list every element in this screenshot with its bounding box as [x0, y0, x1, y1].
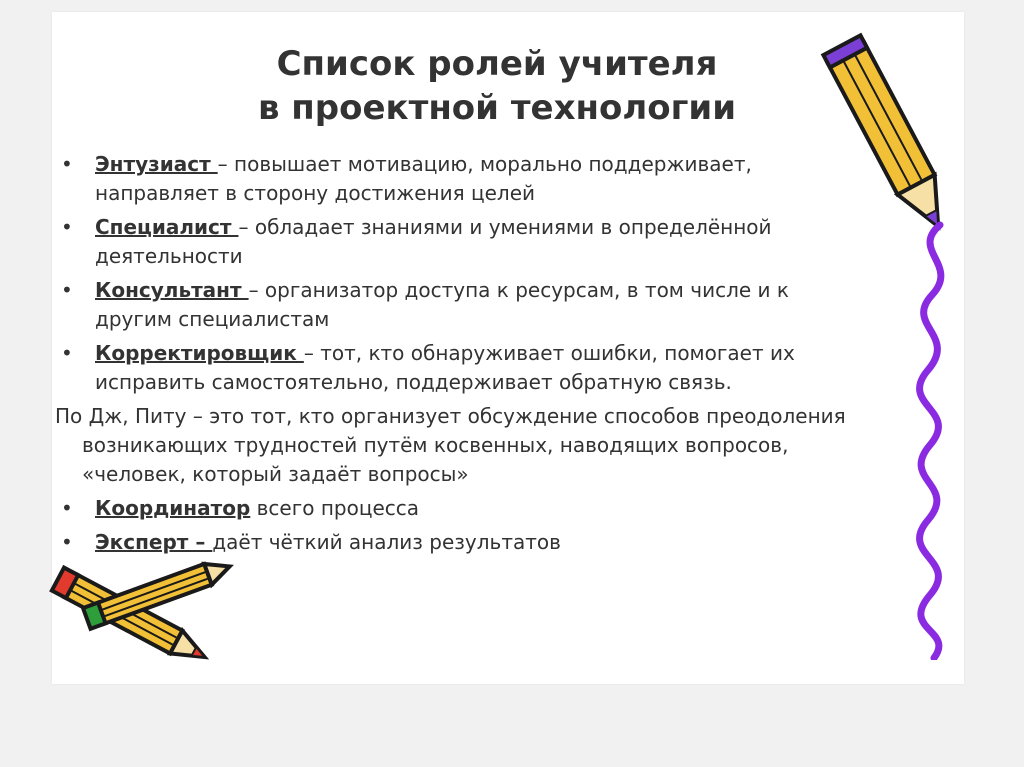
role-term: Корректировщик	[95, 341, 304, 365]
bullet: •	[61, 152, 73, 176]
bullet: •	[61, 278, 73, 302]
role-description: – организатор доступа к ресурсам, в том числе и к другим специалистам	[95, 278, 789, 331]
bullet: •	[61, 496, 73, 520]
bullet: •	[61, 215, 73, 239]
role-term: Эксперт –	[95, 530, 213, 554]
role-term: Специалист	[95, 215, 239, 239]
bullet: •	[61, 530, 73, 554]
paragraph-quote: По Дж, Питу – это тот, кто организует обсуждение способов преодоления возникающих трудностей путём косвенных, наводящих вопросов, «человек, который задаёт вопросы»	[55, 404, 846, 486]
role-description: – обладает знаниями и умениями в определённой деятельности	[95, 215, 772, 268]
list-item	[55, 213, 855, 271]
pencil-icon	[820, 24, 960, 244]
list-item	[55, 276, 855, 334]
bullet: •	[61, 341, 73, 365]
role-list	[55, 150, 855, 562]
role-description: – тот, кто обнаруживает ошибки, помогает их исправить самостоятельно, поддерживает обратную связь.	[95, 341, 795, 394]
slide-title	[52, 42, 942, 130]
title-line-2: в проектной технологии	[257, 88, 737, 128]
role-description: даёт чёткий анализ результатов	[212, 530, 561, 554]
list-item	[55, 494, 855, 523]
list-item	[55, 339, 855, 397]
crossed-pencils-icon	[40, 555, 240, 690]
role-description: всего процесса	[250, 496, 420, 520]
squiggle-line	[900, 220, 970, 660]
list-item	[55, 528, 855, 557]
title-line-1: Список ролей учителя	[276, 44, 718, 84]
role-term: Консультант	[95, 278, 249, 302]
role-term: Координатор	[95, 496, 251, 520]
list-item	[55, 150, 855, 208]
role-term: Энтузиаст	[95, 152, 218, 176]
role-description: – повышает мотивацию, морально поддерживает, направляет в сторону достижения целей	[95, 152, 752, 205]
